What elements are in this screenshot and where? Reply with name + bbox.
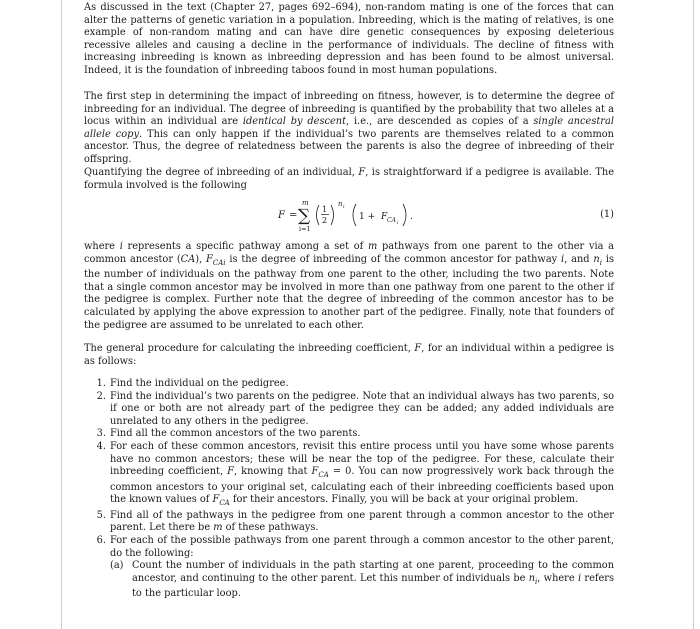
paragraph-degree-of-inbreeding: The first step in determining the impact of inbreeding on fitness, however, is to determine the degree of inbreeding for an individual. The degree of inbreeding is quantified by the probability that two alleles at a locus within an individual are identical by descent, i.e., are descended as copies of a single ancestral allele copy. This can only happen if the individual’s two parents are themselves related to a common ancestor. Thus, the degree of relatedness between the parents is also the degree of inbreeding of their offspring.: [84, 91, 614, 165]
procedure-steps-list: [84, 378, 614, 601]
eq-lower-limit: i=1: [299, 225, 311, 233]
list-item: 2. Find the individual’s two parents on the pedigree. Note that an individual always has two parents, so if one or both are not already part of the pedigree they can be added; any added individuals are unrelated to any others in the pedigree.: [96, 390, 614, 427]
paragraph-quantifying: Quantifying the degree of inbreeding of an individual, F, is straightforward if a pedigree is available. The formula involved is the following: [84, 167, 614, 191]
eq-sigma: ∑: [298, 206, 311, 226]
eq-upper-limit: m: [302, 199, 309, 207]
eq-fca-subsub: i: [397, 221, 399, 226]
eq-paren-left-1: [317, 205, 320, 225]
paragraph-where: where i represents a specific pathway among a set of m pathways from one parent to the other via a common ancestor (CA), $F_{CAi}$ is the degree of inbreeding of the common ancestor for pathway i, and $n_i$ is the number of individuals on the pathway from one parent to the other, including the two parents. Note that a single common ancestor may be involved in more than one pathway from one parent to the other if the pedigree is complex. Further note that the degree of inbreeding of the common ancestor has to be calculated by applying the above expression to another part of the pedigree. Finally, note that founders of the pedigree are assumed to be unrelated to each other.: [84, 241, 615, 331]
eq-paren-right-1: [331, 205, 334, 225]
equation-number: (1): [600, 209, 614, 220]
eq-exponent: n: [338, 200, 343, 208]
eq-F: F: [278, 210, 285, 221]
equation-svg: [84, 196, 614, 240]
eq-fca-sub: CA: [387, 217, 396, 224]
list-item: 6. For each of the possible pathways from one parent through a common ancestor to the other parent, do the following:: [96, 535, 614, 559]
list-item: 1. Find the individual on the pedigree.: [96, 378, 289, 389]
eq-eq: =: [289, 210, 298, 221]
paragraph-procedure: The general procedure for calculating the inbreeding coefficient, F, for an individual within a pedigree is as follows:: [84, 343, 614, 367]
sub-list-item: (a) Count the number of individuals in the path starting at one parent, proceeding to the common ancestor, and continuing to the other parent. Let this number of individuals be $n_i$, where i refers to the particular loop.: [110, 560, 614, 600]
equation-inbreeding-coefficient: [84, 196, 614, 240]
eq-one-plus: 1 +: [359, 212, 376, 222]
paragraph-intro: As discussed in the text (Chapter 27, pages 692–694), non-random mating is one of the forces that can alter the patterns of genetic variation in a population. Inbreeding, which is the mating of relatives, is one example of non-random mating and can have dire genetic consequences by exposing deleterious recessive alleles and causing a decline in the performance of individuals. The decline of fitness with increasing inbreeding is known as inbreeding depression and has been found to be almost universal. Indeed, it is the foundation of inbreeding taboos found in most human populations.: [84, 2, 614, 76]
eq-paren-right-2: [403, 204, 406, 226]
eq-fca: F: [381, 212, 388, 222]
eq-exponent-sub: i: [343, 204, 345, 210]
list-item: 3. Find all the common ancestors of the two parents.: [96, 428, 361, 440]
eq-frac-num: 1: [322, 205, 328, 214]
eq-period: .: [410, 212, 413, 222]
eq-paren-left-2: [353, 204, 356, 226]
list-item: 4. For each of these common ancestors, revisit this entire process until you have some whose parents have no common ancestors; these will be near the top of the pedigree. For these, calculate their inbreeding coefficient, F, knowing that $F_{CA} = 0$. You can now progressively work back through the common ancestors to your original set, calculating each of their inbreeding coefficients based upon the known values of $F_{CA}$ for their ancestors. Finally, you will be back at your original problem.: [96, 440, 614, 508]
list-item: 5. Find all of the pathways in the pedigree from one parent through a common ancestor to the other parent. Let there be m of these pathways.: [96, 509, 614, 534]
eq-frac-den: 2: [322, 216, 328, 225]
